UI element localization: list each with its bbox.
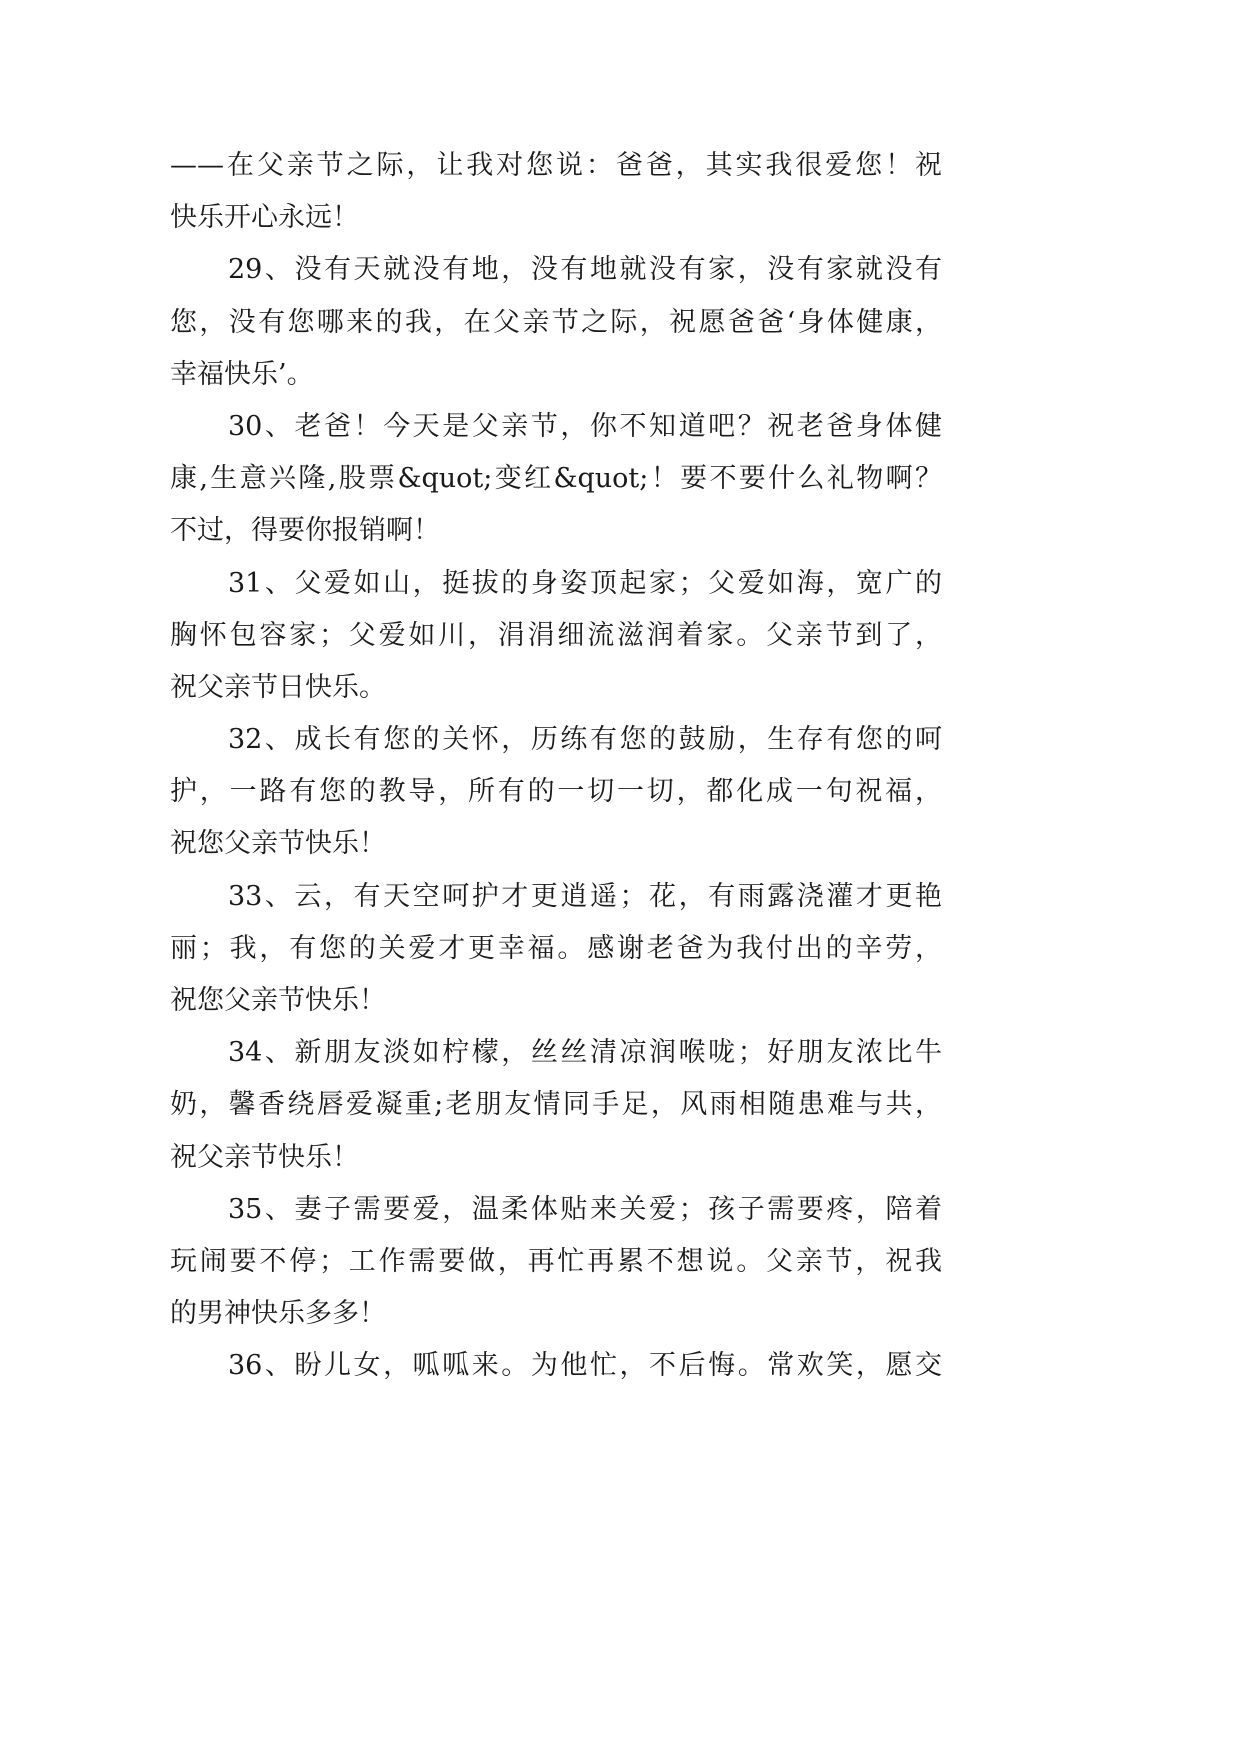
paragraph-30 bbox=[170, 401, 942, 558]
text-line: 不过，得要你报销啊！ bbox=[170, 515, 440, 547]
paragraph-36 bbox=[170, 1340, 942, 1392]
text-line: 33、云，有天空呵护才更逍遥；花，有雨露浇灌才更艳 bbox=[228, 880, 942, 912]
text-line: 31、父爱如山，挺拔的身姿顶起家；父爱如海，宽广的 bbox=[228, 567, 942, 599]
paragraph-31 bbox=[170, 558, 942, 715]
text-line: 的男神快乐多多！ bbox=[170, 1298, 386, 1330]
text-line: 30、老爸！今天是父亲节，你不知道吧？祝老爸身体健 bbox=[228, 410, 942, 442]
paragraph-35 bbox=[170, 1184, 942, 1341]
text-line: 祝父亲节日快乐。 bbox=[170, 671, 386, 703]
text-line: 34、新朋友淡如柠檬，丝丝清凉润喉咙；好朋友浓比牛 bbox=[228, 1037, 942, 1069]
text-line: 36、盼儿女，呱呱来。为他忙，不后悔。常欢笑，愿交 bbox=[228, 1350, 942, 1382]
text-line: 奶，馨香绕唇爱凝重;老朋友情同手足，风雨相随患难与共， bbox=[170, 1089, 942, 1121]
text-line: 胸怀包容家；父爱如川，涓涓细流滋润着家。父亲节到了， bbox=[170, 619, 942, 651]
text-line: ——在父亲节之际，让我对您说：爸爸，其实我很爱您！祝 bbox=[170, 150, 942, 181]
text-line: 您，没有您哪来的我，在父亲节之际，祝愿爸爸‘身体健康， bbox=[170, 306, 942, 338]
continuation-paragraph bbox=[170, 140, 942, 244]
text-line: 祝您父亲节快乐！ bbox=[170, 828, 386, 860]
text-line: 祝父亲节快乐！ bbox=[170, 1141, 359, 1173]
text-line: 29、没有天就没有地，没有地就没有家，没有家就没有 bbox=[228, 254, 942, 286]
text-line: 祝您父亲节快乐！ bbox=[170, 985, 386, 1016]
text-line: 康,生意兴隆,股票&quot;变红&quot;！要不要什么礼物啊？ bbox=[170, 463, 942, 495]
paragraph-32 bbox=[170, 714, 942, 871]
text-line: 护，一路有您的教导，所有的一切一切，都化成一句祝福， bbox=[170, 776, 942, 808]
text-line: 35、妻子需要爱，温柔体贴来关爱；孩子需要疼，陪着 bbox=[228, 1193, 942, 1225]
text-line: 幸福快乐’。 bbox=[170, 358, 314, 390]
paragraph-33 bbox=[170, 871, 942, 1028]
text-line: 32、成长有您的关怀，历练有您的鼓励，生存有您的呵 bbox=[228, 724, 942, 756]
text-line: 快乐开心永远！ bbox=[170, 202, 359, 234]
text-line: 丽；我，有您的关爱才更幸福。感谢老爸为我付出的辛劳， bbox=[170, 932, 942, 964]
text-line: 玩闹要不停；工作需要做，再忙再累不想说。父亲节，祝我 bbox=[170, 1245, 942, 1277]
paragraph-29 bbox=[170, 244, 942, 401]
document-body bbox=[170, 140, 942, 1393]
paragraph-34 bbox=[170, 1027, 942, 1184]
